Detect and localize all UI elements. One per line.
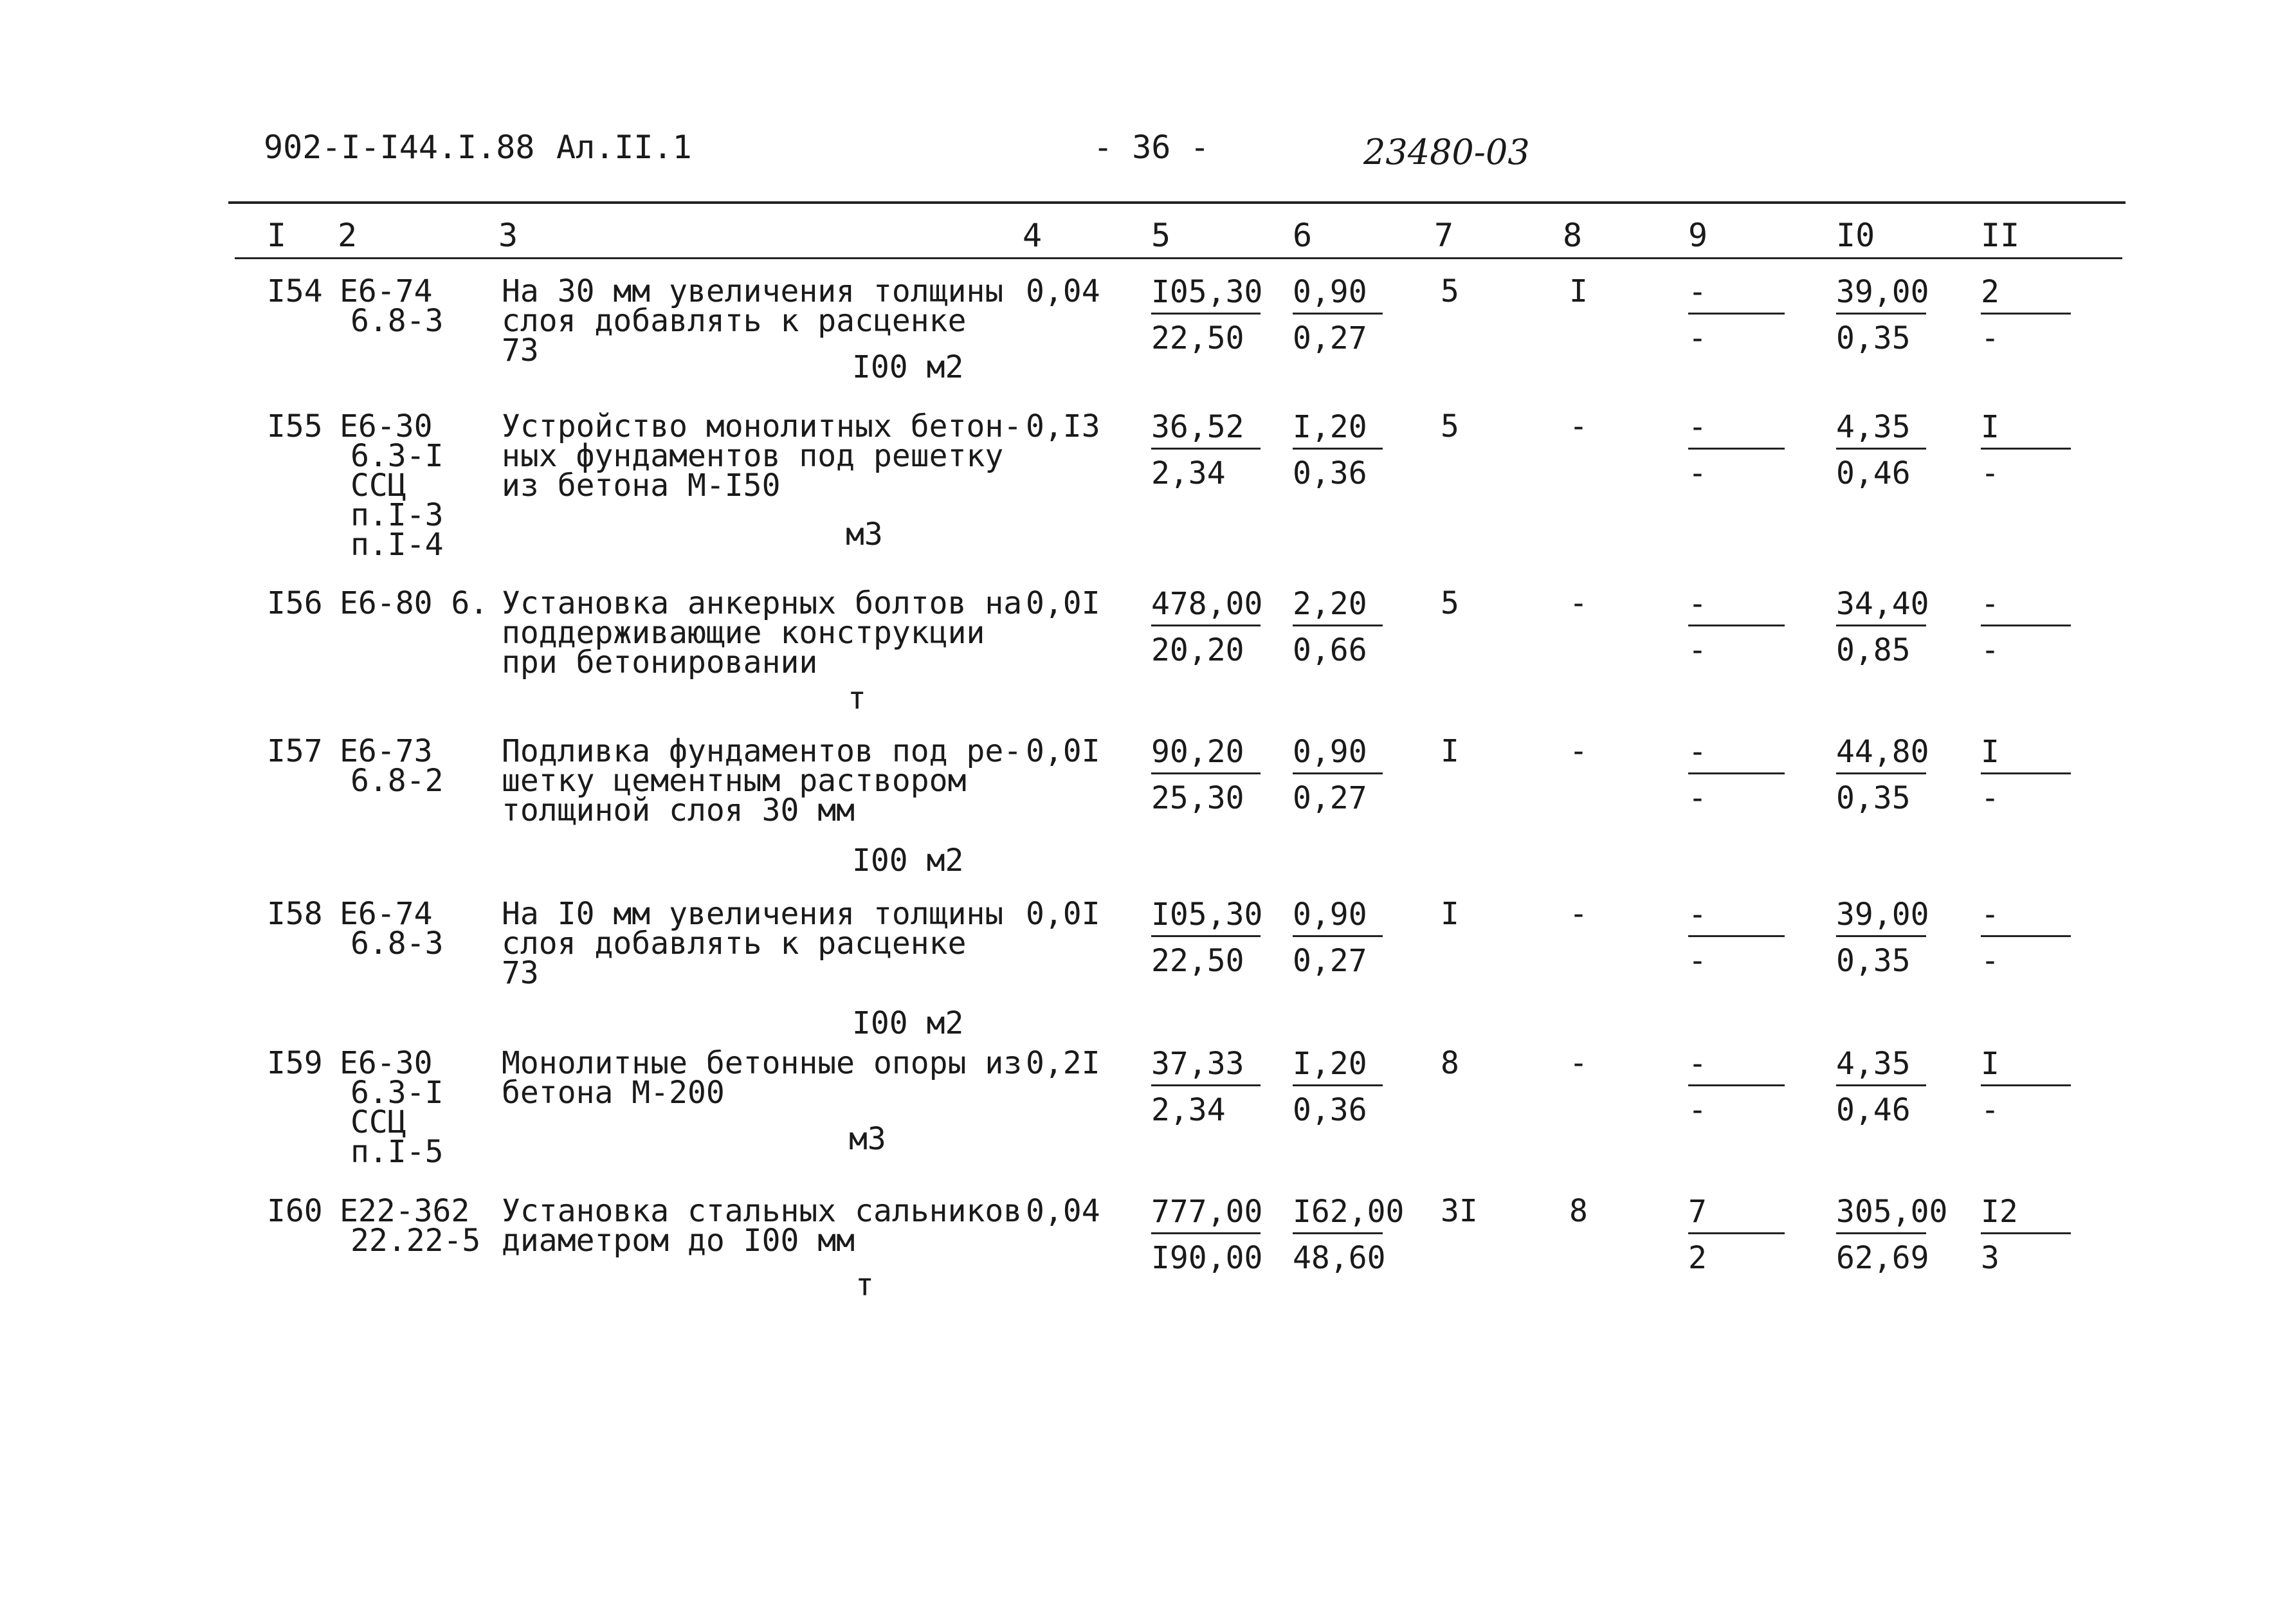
- column-7-value: I: [1441, 896, 1459, 932]
- fraction-cell-c9: [1688, 736, 1707, 814]
- column-8-value: -: [1569, 1045, 1588, 1081]
- fraction-top: -: [1688, 409, 1707, 445]
- work-description-line: бетона М-200: [502, 1075, 725, 1111]
- column-7-value: I: [1441, 733, 1459, 769]
- fraction-cell-c11: [1981, 736, 1999, 814]
- fraction-cell-c9: [1688, 1194, 1707, 1276]
- fraction-bottom: 25,30: [1151, 780, 1244, 816]
- fraction-rule: [1151, 772, 1261, 774]
- fraction-bottom: -: [1981, 780, 1999, 816]
- work-description-line: 73: [502, 955, 539, 991]
- fraction-top: 0,90: [1293, 274, 1367, 310]
- fraction-top: I05,30: [1151, 274, 1263, 310]
- fraction-bottom: 48,60: [1293, 1240, 1386, 1276]
- fraction-top: -: [1981, 586, 1999, 622]
- work-description-line: ных фундаментов под решетку: [502, 438, 1004, 474]
- unit-of-measure: I00 м2: [852, 349, 964, 385]
- column-8-value: 8: [1569, 1193, 1588, 1229]
- fraction-cell-c5: [1151, 897, 1263, 979]
- fraction-bottom: I90,00: [1151, 1240, 1263, 1276]
- column-7-value: 3I: [1441, 1193, 1478, 1229]
- fraction-top: -: [1688, 1046, 1707, 1082]
- fraction-rule: [1688, 448, 1785, 450]
- fraction-bottom: -: [1688, 1092, 1707, 1128]
- estimate-code-line: 6.8-3: [351, 926, 444, 962]
- estimate-code-line: 6.8-3: [351, 303, 444, 339]
- fraction-cell-c10: [1836, 274, 1929, 356]
- fraction-bottom: 0,66: [1293, 632, 1367, 668]
- estimate-code-line: Е6-74: [340, 273, 433, 309]
- fraction-top: I05,30: [1151, 897, 1263, 933]
- column-header-2: 2: [338, 217, 358, 254]
- column-header-4: 4: [1023, 217, 1042, 254]
- estimate-code-line: Е6-74: [340, 896, 433, 932]
- work-description-line: шетку цементным раствором: [502, 763, 967, 799]
- unit-of-measure: м3: [846, 516, 883, 552]
- quantity-value: 0,04: [1026, 273, 1100, 309]
- column-7-value: 5: [1441, 273, 1459, 309]
- column-header-6: 6: [1293, 217, 1313, 254]
- fraction-bottom: 22,50: [1151, 943, 1244, 979]
- fraction-top: I62,00: [1293, 1194, 1405, 1230]
- fraction-bottom: 2: [1688, 1240, 1707, 1276]
- fraction-rule: [1981, 772, 2071, 774]
- fraction-bottom: -: [1688, 943, 1707, 979]
- column-header-7: 7: [1434, 217, 1454, 254]
- estimate-code-line: Е6-73: [340, 733, 433, 769]
- fraction-cell-c10: [1836, 409, 1911, 491]
- fraction-rule: [1293, 1232, 1383, 1234]
- fraction-rule: [1688, 313, 1785, 315]
- fraction-cell-c11: [1981, 1048, 1999, 1126]
- fraction-top: 478,00: [1151, 586, 1263, 622]
- fraction-bottom: 0,35: [1836, 780, 1911, 816]
- fraction-bottom: 0,35: [1836, 320, 1911, 356]
- column-header-8: 8: [1563, 217, 1583, 254]
- fraction-cell-c5: [1151, 274, 1263, 356]
- column-7-value: 8: [1441, 1045, 1459, 1081]
- fraction-rule: [1836, 1084, 1926, 1086]
- estimate-code-line: п.I-5: [351, 1134, 444, 1170]
- column-header-1: I: [267, 217, 287, 254]
- fraction-bottom: -: [1688, 632, 1707, 668]
- fraction-bottom: 0,46: [1836, 1092, 1911, 1128]
- estimate-code-line: Е6-30: [340, 408, 433, 444]
- estimate-code-line: ССЦ: [351, 1104, 406, 1140]
- fraction-bottom: -: [1981, 632, 1999, 668]
- fraction-top: -: [1981, 897, 1999, 933]
- fraction-rule: [1836, 772, 1926, 774]
- fraction-rule: [1981, 1232, 2071, 1234]
- fraction-top: -: [1688, 274, 1707, 310]
- unit-of-measure: т: [848, 680, 866, 716]
- fraction-rule: [1981, 313, 2071, 315]
- row-number: I59: [267, 1045, 323, 1081]
- fraction-cell-c10: [1836, 588, 1929, 666]
- fraction-cell-c9: [1688, 897, 1707, 979]
- fraction-cell-c5: [1151, 588, 1262, 666]
- unit-of-measure: I00 м2: [852, 843, 964, 879]
- fraction-cell-c11: [1981, 274, 1999, 356]
- unit-of-measure: I00 м2: [852, 1005, 964, 1041]
- page-number: - 36 -: [1093, 129, 1210, 166]
- fraction-top: 777,00: [1151, 1194, 1263, 1230]
- fraction-rule: [1293, 935, 1383, 937]
- fraction-cell-c9: [1688, 274, 1707, 356]
- work-description-line: слоя добавлять к расценке: [502, 303, 967, 339]
- fraction-rule: [1688, 1232, 1785, 1234]
- unit-of-measure: т: [855, 1267, 874, 1303]
- fraction-cell-c10: [1836, 736, 1929, 814]
- work-description-line: Установка анкерных болтов на: [502, 585, 1023, 621]
- work-description-line: из бетона М-I50: [502, 468, 781, 504]
- fraction-bottom: 0,27: [1293, 943, 1367, 979]
- fraction-cell-c10: [1836, 1048, 1911, 1126]
- fraction-rule: [1836, 448, 1926, 450]
- estimate-code-line: п.I-4: [351, 527, 444, 563]
- quantity-value: 0,04: [1026, 1193, 1100, 1229]
- fraction-rule: [1688, 1084, 1785, 1086]
- fraction-cell-c6: [1293, 409, 1367, 491]
- fraction-bottom: 0,46: [1836, 455, 1911, 491]
- document-code: 902-I-I44.I.88: [264, 129, 535, 166]
- quantity-value: 0,0I: [1026, 896, 1100, 932]
- inventory-number: 23480-03: [1363, 132, 1530, 172]
- fraction-cell-c9: [1688, 409, 1707, 491]
- fraction-top: 0,90: [1293, 734, 1367, 770]
- fraction-rule: [1688, 935, 1785, 937]
- fraction-cell-c5: [1151, 736, 1244, 814]
- header-bottom-rule: [235, 257, 2122, 259]
- fraction-top: I: [1981, 409, 1999, 445]
- fraction-bottom: -: [1688, 455, 1707, 491]
- fraction-rule: [1981, 448, 2071, 450]
- estimate-code-line: Е6-30: [340, 1045, 433, 1081]
- fraction-rule: [1151, 313, 1261, 315]
- fraction-cell-c6: [1293, 897, 1367, 979]
- work-description-line: Монолитные бетонные опоры из: [502, 1045, 1023, 1081]
- column-header-11: II: [1981, 217, 2020, 254]
- row-number: I58: [267, 896, 323, 932]
- fraction-rule: [1151, 448, 1261, 450]
- estimate-code-line: 22.22-5: [351, 1223, 481, 1259]
- album-number: Ал.II.1: [556, 129, 692, 166]
- estimate-code-line: ССЦ: [351, 468, 406, 504]
- fraction-top: 305,00: [1836, 1194, 1948, 1230]
- fraction-bottom: -: [1981, 1092, 1999, 1128]
- fraction-cell-c9: [1688, 588, 1707, 666]
- fraction-cell-c6: [1293, 588, 1367, 666]
- estimate-code-line: Е6-80 6.: [340, 585, 489, 621]
- fraction-top: 34,40: [1836, 586, 1929, 622]
- fraction-rule: [1293, 625, 1383, 626]
- column-header-9: 9: [1688, 217, 1708, 254]
- fraction-cell-c11: [1981, 588, 1999, 666]
- fraction-rule: [1293, 448, 1383, 450]
- row-number: I54: [267, 273, 323, 309]
- table-top-rule: [228, 201, 2126, 204]
- estimate-code-line: 6.8-2: [351, 763, 444, 799]
- work-description-line: Устройство монолитных бетон-: [502, 408, 1023, 444]
- fraction-bottom: 2,34: [1151, 1092, 1226, 1128]
- fraction-rule: [1688, 772, 1785, 774]
- column-8-value: -: [1569, 408, 1588, 444]
- estimate-code-line: 6.3-I: [351, 438, 444, 474]
- quantity-value: 0,2I: [1026, 1045, 1100, 1081]
- fraction-top: 39,00: [1836, 274, 1929, 310]
- fraction-bottom: 0,27: [1293, 780, 1367, 816]
- fraction-cell-c6: [1293, 736, 1367, 814]
- fraction-rule: [1293, 1084, 1383, 1086]
- work-description-line: На I0 мм увеличения толщины: [502, 896, 1004, 932]
- fraction-cell-c5: [1151, 1048, 1244, 1126]
- fraction-top: 44,80: [1836, 734, 1929, 770]
- fraction-top: I: [1981, 734, 1999, 770]
- work-description-line: диаметром до I00 мм: [502, 1223, 855, 1259]
- quantity-value: 0,I3: [1026, 408, 1100, 444]
- work-description-line: Установка стальных сальников: [502, 1193, 1023, 1229]
- row-number: I57: [267, 733, 323, 769]
- fraction-cell-c10: [1836, 1194, 1948, 1276]
- column-7-value: 5: [1441, 408, 1459, 444]
- work-description-line: при бетонировании: [502, 644, 818, 680]
- fraction-cell-c5: [1151, 1194, 1263, 1276]
- fraction-bottom: -: [1981, 320, 1999, 356]
- fraction-rule: [1151, 935, 1261, 937]
- fraction-bottom: 0,35: [1836, 943, 1911, 979]
- quantity-value: 0,0I: [1026, 733, 1100, 769]
- work-description-line: слоя добавлять к расценке: [502, 926, 967, 962]
- fraction-rule: [1836, 1232, 1926, 1234]
- fraction-top: -: [1688, 586, 1707, 622]
- estimate-code-line: п.I-3: [351, 497, 444, 533]
- estimate-code-line: Е22-362: [340, 1193, 470, 1229]
- fraction-bottom: 0,36: [1293, 455, 1367, 491]
- fraction-bottom: 2,34: [1151, 455, 1226, 491]
- fraction-cell-c6: [1293, 1048, 1367, 1126]
- column-7-value: 5: [1441, 585, 1459, 621]
- fraction-top: I,20: [1293, 409, 1367, 445]
- fraction-top: 37,33: [1151, 1046, 1244, 1082]
- fraction-rule: [1836, 313, 1926, 315]
- fraction-rule: [1836, 625, 1926, 626]
- fraction-bottom: 0,85: [1836, 632, 1911, 668]
- unit-of-measure: м3: [849, 1121, 886, 1157]
- fraction-bottom: 20,20: [1151, 632, 1244, 668]
- fraction-bottom: -: [1981, 943, 1999, 979]
- fraction-bottom: -: [1981, 455, 1999, 491]
- fraction-rule: [1981, 935, 2071, 937]
- fraction-rule: [1981, 1084, 2071, 1086]
- fraction-rule: [1151, 1084, 1261, 1086]
- fraction-top: 4,35: [1836, 409, 1911, 445]
- quantity-value: 0,0I: [1026, 585, 1100, 621]
- fraction-top: 90,20: [1151, 734, 1244, 770]
- fraction-top: I: [1981, 1046, 1999, 1082]
- fraction-top: 2,20: [1293, 586, 1367, 622]
- column-8-value: -: [1569, 733, 1588, 769]
- column-8-value: I: [1569, 273, 1588, 309]
- fraction-rule: [1151, 1232, 1261, 1234]
- fraction-rule: [1293, 313, 1383, 315]
- fraction-cell-c11: [1981, 1194, 2018, 1276]
- fraction-bottom: 0,27: [1293, 320, 1367, 356]
- fraction-bottom: -: [1688, 320, 1707, 356]
- column-header-10: I0: [1836, 217, 1875, 254]
- fraction-bottom: 0,36: [1293, 1092, 1367, 1128]
- row-number: I56: [267, 585, 323, 621]
- fraction-bottom: 3: [1981, 1240, 1999, 1276]
- fraction-cell-c11: [1981, 409, 1999, 491]
- fraction-top: 7: [1688, 1194, 1707, 1230]
- fraction-top: 36,52: [1151, 409, 1244, 445]
- fraction-cell-c6: [1293, 274, 1367, 356]
- column-header-3: 3: [498, 217, 518, 254]
- column-8-value: -: [1569, 585, 1588, 621]
- fraction-rule: [1836, 935, 1926, 937]
- work-description-line: Подливка фундаментов под ре-: [502, 733, 1023, 769]
- fraction-cell-c10: [1836, 897, 1929, 979]
- fraction-bottom: -: [1688, 780, 1707, 816]
- fraction-top: -: [1688, 734, 1707, 770]
- fraction-top: 2: [1981, 274, 1999, 310]
- fraction-cell-c5: [1151, 409, 1244, 491]
- fraction-top: 0,90: [1293, 897, 1367, 933]
- work-description-line: поддерживающие конструкции: [502, 615, 985, 651]
- fraction-bottom: 22,50: [1151, 320, 1244, 356]
- fraction-cell-c11: [1981, 897, 1999, 979]
- row-number: I55: [267, 408, 323, 444]
- fraction-rule: [1981, 625, 2071, 626]
- fraction-top: 4,35: [1836, 1046, 1911, 1082]
- fraction-cell-c6: [1293, 1194, 1405, 1276]
- fraction-rule: [1688, 625, 1785, 626]
- estimate-code-line: 6.3-I: [351, 1075, 444, 1111]
- column-8-value: -: [1569, 896, 1588, 932]
- work-description-line: 73: [502, 333, 539, 369]
- fraction-bottom: 62,69: [1836, 1240, 1929, 1276]
- work-description-line: На 30 мм увеличения толщины: [502, 273, 1004, 309]
- work-description-line: толщиной слоя 30 мм: [502, 792, 855, 828]
- fraction-top: -: [1688, 897, 1707, 933]
- fraction-top: 39,00: [1836, 897, 1929, 933]
- row-number: I60: [267, 1193, 323, 1229]
- fraction-rule: [1293, 772, 1383, 774]
- fraction-top: I2: [1981, 1194, 2018, 1230]
- column-header-5: 5: [1151, 217, 1171, 254]
- fraction-rule: [1151, 625, 1261, 626]
- fraction-top: I,20: [1293, 1046, 1367, 1082]
- fraction-cell-c9: [1688, 1048, 1707, 1126]
